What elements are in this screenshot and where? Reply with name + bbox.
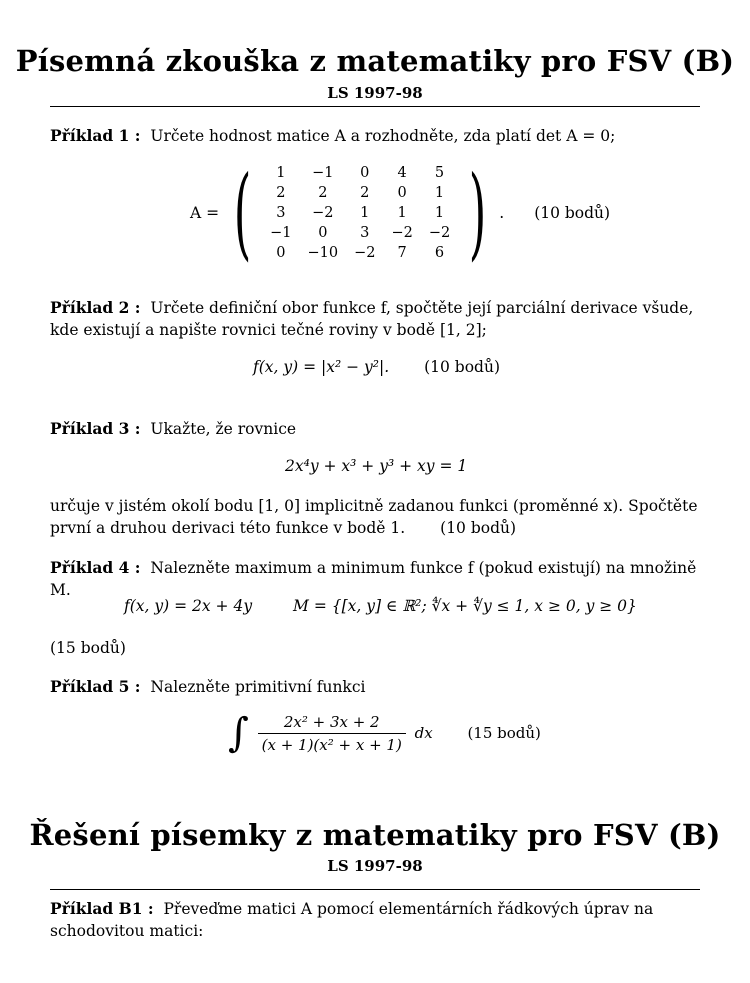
problem-text: Nalezněte primitivní funkci xyxy=(150,678,366,696)
numerator: 2x² + 3x + 2 xyxy=(258,713,406,734)
equation: f(x, y) = |x² − y²|. xyxy=(253,358,390,376)
problem-text: Určete hodnost matice A a rozhodněte, zda platí det A = 0; xyxy=(150,127,616,145)
matrix-row xyxy=(262,223,458,243)
matrix-cell: 2 xyxy=(360,185,370,201)
problem-3-continued xyxy=(50,495,700,539)
equation: 2x⁴y + x³ + y³ + xy = 1 xyxy=(285,457,468,475)
equation-2 xyxy=(253,358,500,376)
matrix-cell: 5 xyxy=(434,165,445,181)
left-paren: ( xyxy=(233,154,252,271)
problem-label: Příklad 2 : xyxy=(50,298,141,317)
matrix-period: . xyxy=(499,204,505,222)
divider xyxy=(50,889,700,890)
matrix-cell: −1 xyxy=(312,165,334,181)
problem-4 xyxy=(50,557,700,601)
matrix-cell: −1 xyxy=(270,225,292,241)
equation-3 xyxy=(285,457,467,475)
matrix-row xyxy=(262,243,458,263)
solution-1 xyxy=(50,898,700,942)
problem-2 xyxy=(50,297,700,341)
problem-label: Příklad 1 : xyxy=(50,126,141,145)
points: (15 bodů) xyxy=(467,724,541,742)
set-def: M = {[x, y] ∈ ℝ²; ∜x + ∜y ≤ 1, x ≥ 0, y ≥ 0} xyxy=(293,597,637,615)
points: (10 bodů) xyxy=(424,358,501,376)
denominator: (x + 1)(x² + x + 1) xyxy=(261,735,402,754)
fraction xyxy=(258,713,406,754)
matrix-table xyxy=(262,163,458,263)
equation-4 xyxy=(124,597,637,615)
matrix-cell: 0 xyxy=(360,165,370,181)
matrix-cell: 1 xyxy=(276,165,286,181)
matrix-cell: 3 xyxy=(360,225,370,241)
matrix-cell: 6 xyxy=(434,245,445,261)
matrix-cell: 0 xyxy=(397,185,407,201)
problem-label: Příklad 3 : xyxy=(50,419,141,438)
matrix-cell: −10 xyxy=(307,245,339,261)
differential: dx xyxy=(414,724,433,742)
page-subtitle: LS 1997-98 xyxy=(327,84,423,102)
right-paren: ) xyxy=(468,154,487,271)
matrix-cell: 1 xyxy=(360,205,370,221)
matrix-cell: −2 xyxy=(354,245,376,261)
matrix-row xyxy=(262,163,458,183)
points: (10 bodů) xyxy=(534,204,611,222)
matrix-cell: 7 xyxy=(397,245,407,261)
problem-5 xyxy=(50,676,700,698)
problem-label: Příklad 4 : xyxy=(50,558,141,577)
solutions-title: Řešení písemky z matematiky pro FSV (B) xyxy=(29,818,721,852)
matrix-cell: 1 xyxy=(434,205,445,221)
matrix-cell: 2 xyxy=(276,185,286,201)
matrix-cell: 2 xyxy=(318,185,328,201)
problem-3 xyxy=(50,418,700,440)
integral-sign: ∫ xyxy=(228,710,249,756)
page-title: Písemná zkouška z matematiky pro FSV (B) xyxy=(15,44,735,78)
matrix-row xyxy=(262,183,458,203)
problem-text-after: určuje v jistém okolí bodu [1, 0] implicitně zadanou funkci (proměnné x). Spočtěte první a druhou derivaci této funkce v bodě 1. xyxy=(50,497,698,537)
solution-label: Příklad B1 : xyxy=(50,899,154,918)
problem-label: Příklad 5 : xyxy=(50,677,141,696)
matrix-cell: 0 xyxy=(276,245,286,261)
matrix-cell: 1 xyxy=(397,205,407,221)
matrix-name: A = xyxy=(190,204,220,222)
problem-1 xyxy=(50,125,700,147)
matrix-cell: −2 xyxy=(391,225,413,241)
problem-text: Určete definiční obor funkce f, spočtěte její parciální derivace všude, kde existují a napište rovnici tečné roviny v bodě [1, 2]; xyxy=(50,299,694,339)
matrix-a xyxy=(190,154,611,271)
matrix-row xyxy=(262,203,458,223)
points: (15 bodů) xyxy=(50,639,126,657)
problem-text: Ukažte, že rovnice xyxy=(150,420,297,438)
function-def: f(x, y) = 2x + 4y xyxy=(124,597,253,615)
matrix-cell: 4 xyxy=(397,165,407,181)
solution-text: Převeďme matici A pomocí elementárních řádkových úprav na schodovitou matici: xyxy=(50,900,654,940)
matrix-cell: 1 xyxy=(434,185,445,201)
matrix-cell: −2 xyxy=(428,225,451,241)
problem-text: Nalezněte maximum a minimum funkce f (pokud existují) na množině M. xyxy=(50,559,697,599)
matrix-cell: −2 xyxy=(312,205,334,221)
divider xyxy=(50,106,700,107)
integral-expression xyxy=(228,710,541,756)
solutions-subtitle: LS 1997-98 xyxy=(327,857,423,875)
matrix-cell: 3 xyxy=(276,205,286,221)
matrix-cell: 0 xyxy=(318,225,328,241)
points: (10 bodů) xyxy=(440,519,517,537)
